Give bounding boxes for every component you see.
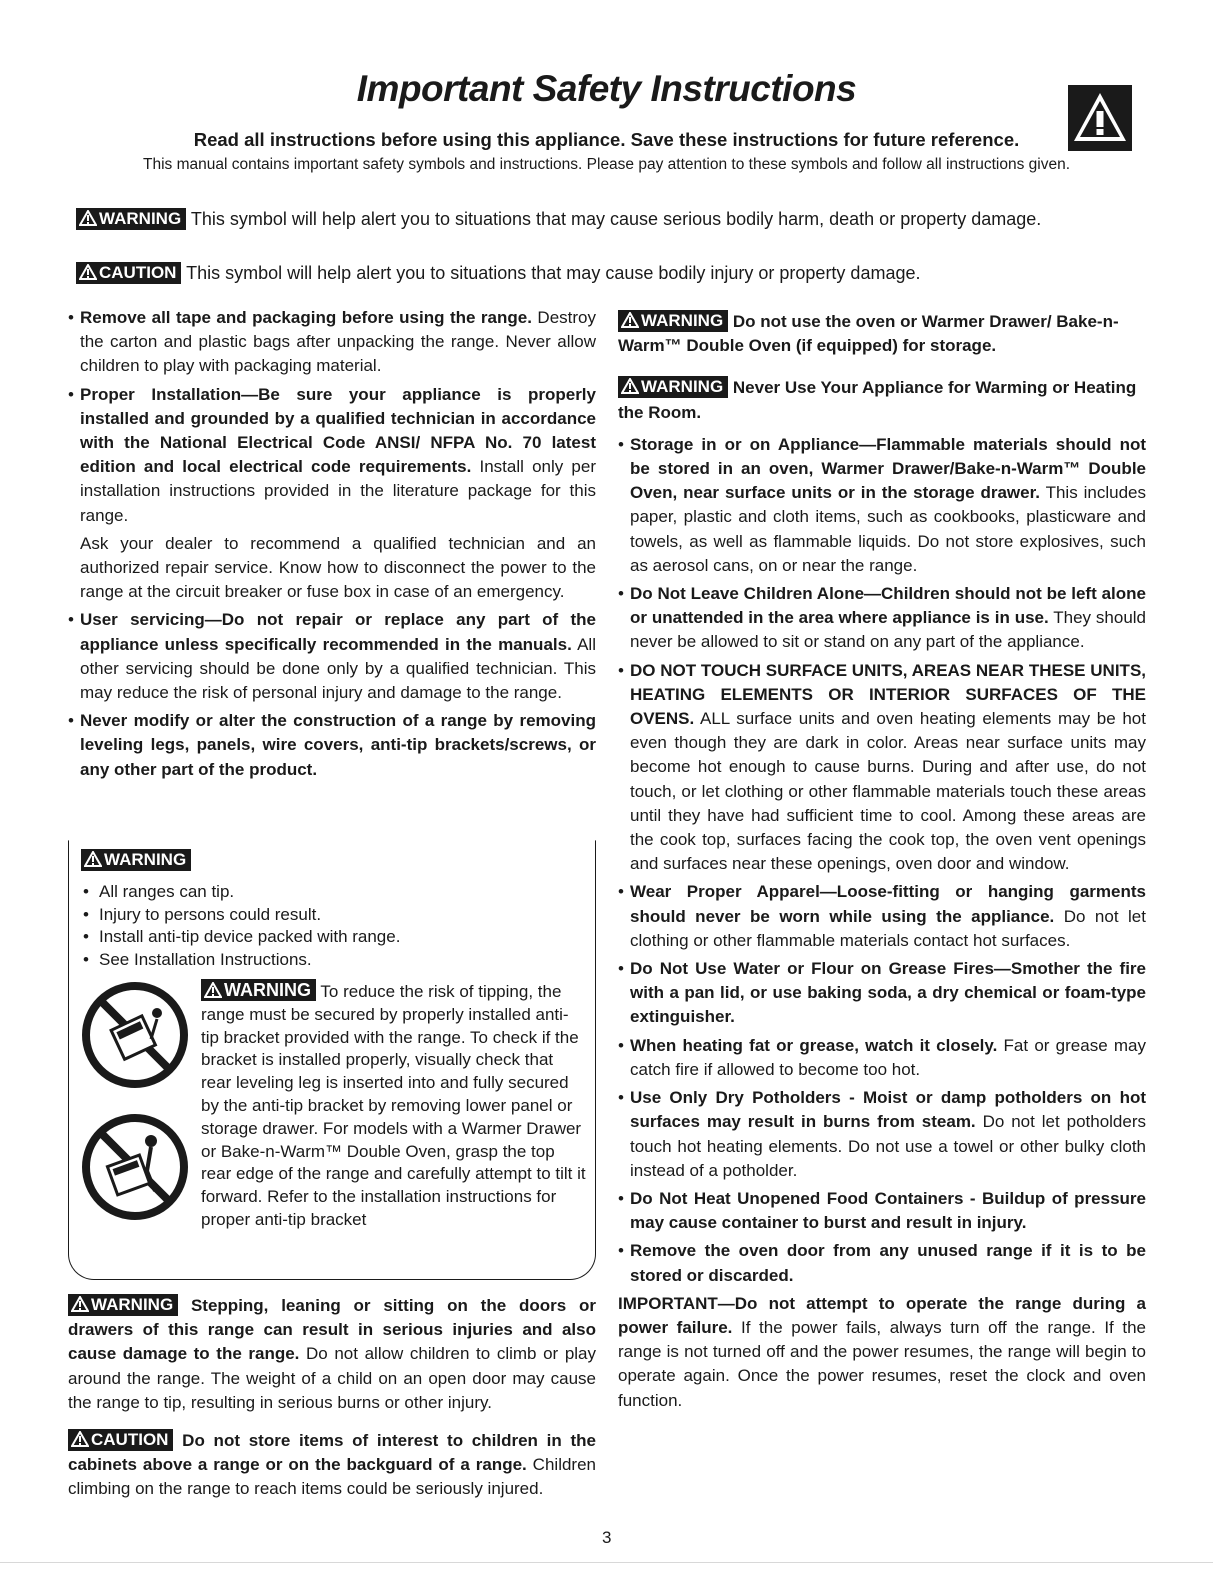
instruction-power-failure: IMPORTANT—Do not attempt to operate the range during a power failure. If the power fails, always turn off the range. If the range is not turned off and the power resumes, the range will begin to operate again. Once the power resumes, reset the clock and oven function. [618,1293,1146,1410]
left-column-lower [68,1294,596,1502]
list-item: • Injury to persons could result. [83,904,400,927]
warning-symbol-legend [76,208,1041,230]
no-climbing-icon [81,1113,189,1226]
instruction-proper-installation: • Proper Installation—Be sure your appliance is properly installed and grounded by a qualified technician in accordance with the National Electrical Code ANSI/ NFPA No. 70 latest edition and local electrical code requirements. Install only per installation instructions provided in the literature package for this range. [68,383,596,528]
instruction-remove-door: • Remove the oven door from any unused range if it is to be stored or discarded. [618,1239,1146,1287]
warning-badge: WARNING [68,1294,178,1316]
warning-triangle-icon [84,851,102,867]
caution-badge: CAUTION [68,1429,173,1451]
instruction-remove-packaging: • Remove all tape and packaging before using the range. Destroy the carton and plastic bags after unpacking the range. Never allow children to play with packaging material. [68,306,596,379]
page-title: Important Safety Instructions [356,68,857,109]
instruction-user-servicing: • User servicing—Do not repair or replace any part of the appliance unless specifically recommended in the manuals. All other servicing should be done only by a qualified technician. This may reduce the risk of personal injury and damage to the range. [68,608,596,705]
warning-triangle-icon [621,378,639,394]
instruction-apparel: • Wear Proper Apparel—Loose-fitting or hanging garments should never be worn while using the appliance. Do not let clothing or other flammable materials contact hot surfaces. [618,880,1146,953]
bottom-divider [0,1562,1213,1563]
right-column [618,310,1146,1413]
warning-badge: WARNING [618,376,728,398]
no-tipping-icon [81,981,189,1094]
caution-triangle-icon [79,264,97,280]
instruction-do-not-touch: • DO NOT TOUCH SURFACE UNITS, AREAS NEAR THESE UNITS, HEATING ELEMENTS OR INTERIOR SURFACES OF THE OVENS. ALL surface units and oven heating elements may be hot even though they are dark in color. Areas near surface units may become hot enough to cause burns. During and after use, do not touch, or let clothing or other flammable materials touch these areas until they have had sufficient time to cool. Among these areas are the cook top, surfaces facing the cook top, the oven vent openings and surfaces near these openings, oven door and window. [618,659,1146,877]
instruction-dealer-paragraph: Ask your dealer to recommend a qualified technician and an authorized repair service. Know how to disconnect the power to the range at the circuit breaker or fuse box in case of an emergency. [80,533,596,602]
warning-triangle-icon [79,210,97,226]
warning-storage: WARNING Do not use the oven or Warmer Drawer/ Bake-n-Warm™ Double Oven (if equipped) for storage. [618,311,1119,356]
instruction-fat-grease: • When heating fat or grease, watch it closely. Fat or grease may catch fire if allowed to become too hot. [618,1034,1146,1082]
instruction-grease-fires: • Do Not Use Water or Flour on Grease Fires—Smother the fire with a pan lid, or use baking soda, a dry chemical or foam-type extinguisher. [618,957,1146,1030]
tipbox-inline-warning-badge: WARNING [201,979,316,1001]
page-subtitle: Read all instructions before using this appliance. Save these instructions for future reference. [193,129,1020,150]
instruction-potholders: • Use Only Dry Potholders - Moist or damp potholders on hot surfaces may result in burns from steam. Do not let potholders touch hot heating elements. Do not use a towel or other bulky cloth instead of a potholder. [618,1086,1146,1183]
caution-triangle-icon [71,1431,89,1447]
caution-symbol-text: This symbol will help alert you to situations that may cause bodily injury or property damage. [186,263,921,283]
intro-text: This manual contains important safety symbols and instructions. Please pay attention to these symbols and follow all instructions given. [142,156,1071,173]
warning-badge: WARNING [618,310,728,332]
list-item: • All ranges can tip. [83,881,400,904]
list-item: • Install anti-tip device packed with range. [83,926,400,949]
instruction-storage: • Storage in or on Appliance—Flammable materials should not be stored in an oven, Warmer Drawer/Bake-n-Warm™ Double Oven, near surface units or in the storage drawer. This includes paper, plastic and cloth items, such as cookbooks, plasticware and towels, as well as flammable liquids. Do not store explosives, such as aerosol cans, on or near the range. [618,433,1146,578]
list-item: • See Installation Instructions. [83,949,400,972]
anti-tip-warning-box [68,840,596,1280]
warning-badge: WARNING [76,208,186,230]
warning-stepping: WARNING Stepping, leaning or sitting on the doors or drawers of this range can result in serious injuries and also cause damage to the range. Do not allow children to climb or play around the range. The weight of a child on an open door may cause the range to tip, resulting in serious burns or other injury. [68,1295,597,1412]
warning-heating-room: WARNING Never Use Your Appliance for Warming or Heating the Room. [618,377,1137,422]
warning-triangle-icon [621,312,639,328]
instruction-children: • Do Not Leave Children Alone—Children should not be left alone or unattended in the area where appliance is in use. They should never be allowed to sit or stand on any part of the appliance. [618,582,1146,655]
warning-triangle-icon [204,982,222,998]
warning-symbol-text: This symbol will help alert you to situations that may cause serious bodily harm, death or property damage. [190,209,1042,229]
anti-tip-instructions: WARNING To reduce the risk of tipping, the range must be secured by properly installed anti-tip bracket provided with the range. To check if the bracket is installed properly, visually check that rear leveling leg is inserted into and fully secured by the anti-tip bracket by removing lower panel or storage drawer. For models with a Warmer Drawer or Bake-n-Warm™ Double Oven, grasp the top rear edge of the range and carefully attempt to tilt it forward. Refer to the installation instructions for proper anti-tip bracket [201,980,586,1229]
left-column [68,306,596,782]
instruction-never-modify: • Never modify or alter the construction of a range by removing leveling legs, panels, wire covers, anti-tip brackets/screws, or any other part of the product. [68,709,596,782]
page-number: 3 [602,1528,612,1547]
caution-badge: CAUTION [76,262,181,284]
caution-symbol-legend [76,262,920,284]
warning-triangle-icon [71,1296,89,1312]
tipbox-warning-badge: WARNING [81,849,191,871]
caution-cabinets: CAUTION Do not store items of interest to children in the cabinets above a range or on the backguard of a range. Children climbing on the range to reach items could be seriously injured. [68,1430,596,1499]
instruction-unopened-containers: • Do Not Heat Unopened Food Containers - Buildup of pressure may cause container to burst and result in injury. [618,1187,1146,1235]
tipbox-list [83,881,400,971]
